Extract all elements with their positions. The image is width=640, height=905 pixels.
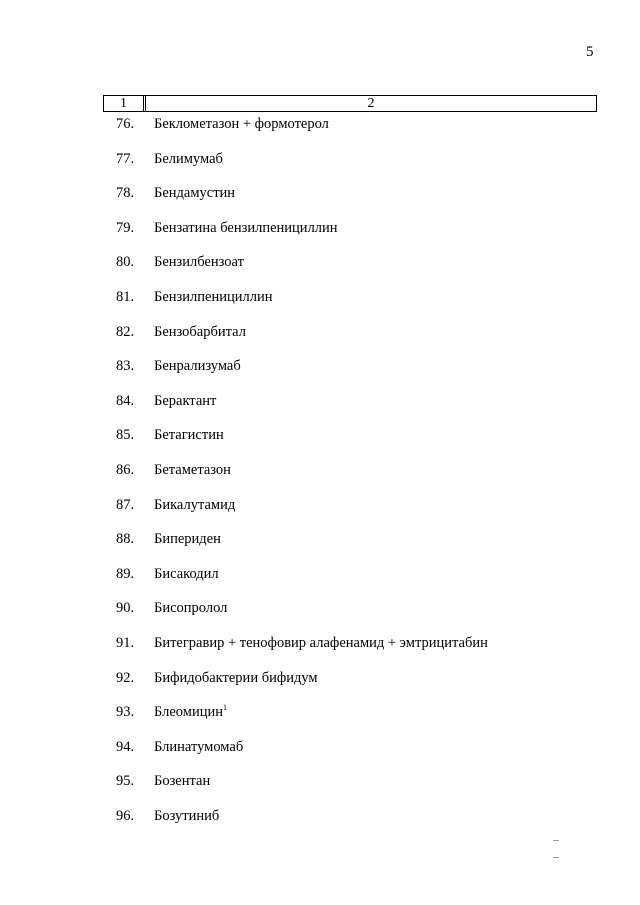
drug-name <box>154 114 329 134</box>
item-number: 87. <box>116 497 135 513</box>
drug-name <box>154 598 227 618</box>
item-number: 88. <box>116 531 135 547</box>
drug-name-text: Блеомицин <box>154 704 223 720</box>
drug-name-text: Бисакодил <box>154 566 219 582</box>
list-item <box>0 564 640 584</box>
list-item <box>0 529 640 549</box>
drug-name <box>154 529 221 549</box>
list-item <box>0 771 640 791</box>
header-column-1: 1 <box>104 96 146 111</box>
item-number: 82. <box>116 324 135 340</box>
drug-name-text: Бифидобактерии бифидум <box>154 670 318 686</box>
item-number: 76. <box>116 116 135 132</box>
list-item <box>0 149 640 169</box>
drug-name <box>154 149 223 169</box>
drug-name-text: Бипериден <box>154 531 221 547</box>
drug-name <box>154 806 219 826</box>
drug-name-text: Бетагистин <box>154 427 224 443</box>
drug-name <box>154 460 231 480</box>
item-number: 77. <box>116 151 135 167</box>
drug-name-text: Блинатумомаб <box>154 739 244 755</box>
item-number: 80. <box>116 254 135 270</box>
list-item <box>0 322 640 342</box>
header-column-2: 2 <box>367 96 375 111</box>
item-number: 86. <box>116 462 135 478</box>
list-item <box>0 460 640 480</box>
footnote-marker: 1 <box>223 703 227 712</box>
drug-name-text: Бензобарбитал <box>154 324 246 340</box>
page-number: 5 <box>586 44 594 60</box>
item-number: 96. <box>116 808 135 824</box>
drug-name <box>154 218 338 238</box>
item-number: 91. <box>116 635 135 651</box>
drug-name-text: Беклометазон + формотерол <box>154 116 329 132</box>
list-item <box>0 495 640 515</box>
list-item <box>0 287 640 307</box>
item-number: 78. <box>116 185 135 201</box>
drug-name-text: Бензатина бензилпенициллин <box>154 220 338 236</box>
item-number: 89. <box>116 566 135 582</box>
item-number: 81. <box>116 289 135 305</box>
item-number: 92. <box>116 670 135 686</box>
item-number: 93. <box>116 704 135 720</box>
drug-name <box>154 391 216 411</box>
drug-name <box>154 425 224 445</box>
item-number: 85. <box>116 427 135 443</box>
drug-name-text: Бикалутамид <box>154 497 236 513</box>
drug-name-text: Бетаметазон <box>154 462 231 478</box>
list-item <box>0 425 640 445</box>
table-header <box>103 95 597 112</box>
drug-name-text: Белимумаб <box>154 151 223 167</box>
drug-name-text: Бисопролол <box>154 600 228 616</box>
drug-name <box>154 633 488 653</box>
drug-name-text: Бендамустин <box>154 185 236 201</box>
item-number: 94. <box>116 739 135 755</box>
list-item <box>0 391 640 411</box>
drug-name <box>154 322 246 342</box>
list-item <box>0 806 640 826</box>
drug-name <box>154 495 235 515</box>
drug-name <box>154 564 219 584</box>
item-number: 90. <box>116 600 135 616</box>
drug-name-text: Бозентан <box>154 773 211 789</box>
drug-name-text: Бензилбензоат <box>154 254 244 270</box>
scan-mark <box>553 840 559 841</box>
list-item <box>0 183 640 203</box>
drug-name-text: Бенрализумаб <box>154 358 241 374</box>
item-number: 79. <box>116 220 135 236</box>
drug-name <box>154 183 235 203</box>
scan-mark <box>553 857 559 858</box>
list-item <box>0 218 640 238</box>
list-item <box>0 702 640 722</box>
list-item <box>0 356 640 376</box>
list-item <box>0 737 640 757</box>
list-item <box>0 598 640 618</box>
drug-name-text: Бозутиниб <box>154 808 220 824</box>
item-number: 84. <box>116 393 135 409</box>
drug-name <box>154 771 210 791</box>
drug-name <box>154 252 244 272</box>
item-number: 83. <box>116 358 135 374</box>
drug-name-text: Битегравир + тенофовир алафенамид + эмтрицитабин <box>154 635 488 651</box>
drug-name <box>154 287 272 307</box>
list-item <box>0 252 640 272</box>
drug-name <box>154 356 241 376</box>
drug-name-text: Бензилпенициллин <box>154 289 273 305</box>
list-item <box>0 114 640 134</box>
drug-name <box>154 702 227 722</box>
drug-name <box>154 668 318 688</box>
drug-name <box>154 737 243 757</box>
item-number: 95. <box>116 773 135 789</box>
drug-name-text: Берактант <box>154 393 217 409</box>
list-item <box>0 668 640 688</box>
list-item <box>0 633 640 653</box>
